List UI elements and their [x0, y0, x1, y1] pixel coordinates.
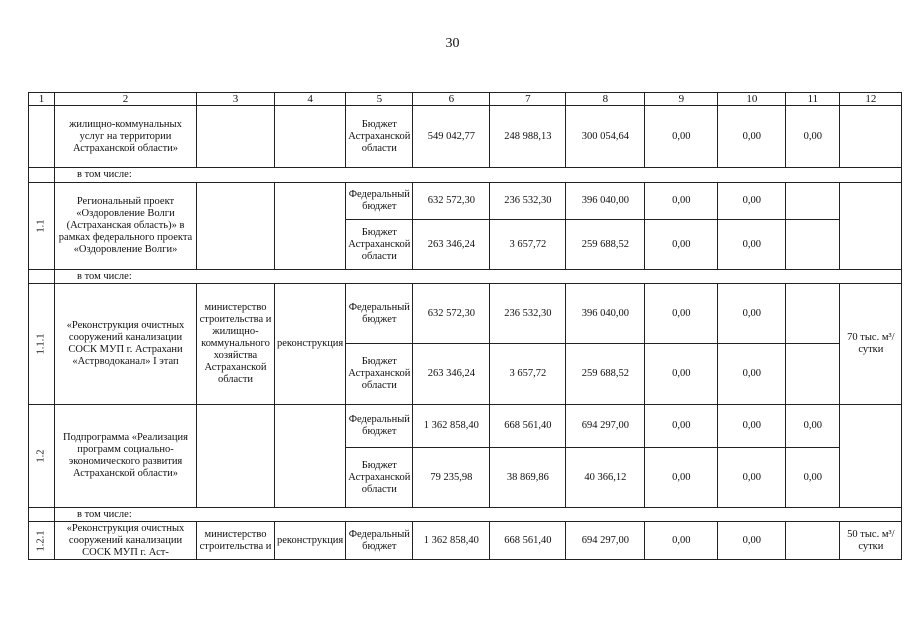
cell-value: 40 366,12	[566, 448, 645, 508]
cell-value: 3 657,72	[490, 220, 566, 270]
table-row	[29, 522, 902, 560]
cell-value: 0,00	[718, 220, 786, 270]
col-header: 7	[490, 93, 566, 106]
cell-value: 0,00	[718, 284, 786, 344]
col-header: 5	[346, 93, 413, 106]
item-name: «Реконструкция очистных сооружений канализации СОСК МУП г. Астрахани «Астрводоканал» I этап	[55, 284, 197, 405]
cell-value: 0,00	[718, 183, 786, 220]
executor: министерство строительства и жилищно-коммунального хозяйства Астраханской области	[197, 284, 275, 405]
col-header: 10	[718, 93, 786, 106]
cell-value: 236 532,30	[490, 183, 566, 220]
row-code: 1.2.1	[29, 522, 55, 560]
table-row	[29, 284, 902, 344]
col-header: 11	[786, 93, 840, 106]
cell-value: 79 235,98	[413, 448, 490, 508]
cell-value: 668 561,40	[490, 522, 566, 560]
table-row	[29, 405, 902, 448]
funding-source: Федеральный бюджет	[346, 405, 413, 448]
cell-value: 3 657,72	[490, 344, 566, 405]
capacity: 70 тыс. м³/сутки	[840, 284, 902, 405]
table-row	[29, 183, 902, 220]
cell-value: 0,00	[718, 405, 786, 448]
col-header: 9	[645, 93, 718, 106]
budget-table	[28, 92, 902, 560]
work-type: реконструкция	[275, 522, 346, 560]
in-total-label: в том числе:	[55, 270, 902, 284]
col-header: 2	[55, 93, 197, 106]
cell-value: 0,00	[645, 448, 718, 508]
cell-value: 632 572,30	[413, 284, 490, 344]
cell-value: 0,00	[718, 448, 786, 508]
cell-value: 0,00	[645, 522, 718, 560]
subheading-row	[29, 168, 902, 183]
item-name: жилищно-коммунальных услуг на территории Астраханской области»	[55, 106, 197, 168]
cell-value: 248 988,13	[490, 106, 566, 168]
col-header: 3	[197, 93, 275, 106]
cell-value: 259 688,52	[566, 220, 645, 270]
cell-value: 549 042,77	[413, 106, 490, 168]
cell-value: 668 561,40	[490, 405, 566, 448]
cell-value: 0,00	[718, 522, 786, 560]
col-header: 8	[566, 93, 645, 106]
col-header: 6	[413, 93, 490, 106]
cell-value: 0,00	[645, 183, 718, 220]
item-name: Региональный проект «Оздоровление Волги (Астраханская область)» в рамках федерального проекта «Оздоровление Волги»	[55, 183, 197, 270]
capacity: 50 тыс. м³/сутки	[840, 522, 902, 560]
cell-value: 1 362 858,40	[413, 405, 490, 448]
item-name: «Реконструкция очистных сооружений канализации СОСК МУП г. Аст-	[55, 522, 197, 560]
cell-value: 38 869,86	[490, 448, 566, 508]
funding-source: Федеральный бюджет	[346, 522, 413, 560]
cell-value: 396 040,00	[566, 284, 645, 344]
cell-value: 0,00	[786, 448, 840, 508]
header-row	[29, 93, 902, 106]
funding-source: Федеральный бюджет	[346, 183, 413, 220]
executor: министерство строительства и	[197, 522, 275, 560]
cell-value: 694 297,00	[566, 405, 645, 448]
cell-value: 236 532,30	[490, 284, 566, 344]
page-number: 30	[445, 36, 460, 51]
cell-value: 1 362 858,40	[413, 522, 490, 560]
cell-value: 0,00	[645, 405, 718, 448]
cell-value: 396 040,00	[566, 183, 645, 220]
row-code: 1.2	[29, 405, 55, 508]
work-type: реконструкция	[275, 284, 346, 405]
cell-value: 263 346,24	[413, 344, 490, 405]
table-row	[29, 106, 902, 168]
col-header: 4	[275, 93, 346, 106]
funding-source: Бюджет Астраханской области	[346, 106, 413, 168]
row-code: 1.1	[29, 183, 55, 270]
row-code: 1.1.1	[29, 284, 55, 405]
item-name: Подпрограмма «Реализация программ социально-экономического развития Астраханской области»	[55, 405, 197, 508]
cell-value: 300 054,64	[566, 106, 645, 168]
cell-value: 0,00	[645, 344, 718, 405]
cell-value: 0,00	[786, 106, 840, 168]
funding-source: Бюджет Астраханской области	[346, 448, 413, 508]
funding-source: Федеральный бюджет	[346, 284, 413, 344]
cell-value: 632 572,30	[413, 183, 490, 220]
in-total-label: в том числе:	[55, 508, 902, 522]
col-header: 12	[840, 93, 902, 106]
subheading-row	[29, 270, 902, 284]
cell-value: 0,00	[645, 284, 718, 344]
cell-value: 0,00	[645, 220, 718, 270]
cell-value: 0,00	[786, 405, 840, 448]
cell-value: 0,00	[718, 106, 786, 168]
cell-value: 0,00	[718, 344, 786, 405]
cell-value: 694 297,00	[566, 522, 645, 560]
cell-value: 263 346,24	[413, 220, 490, 270]
funding-source: Бюджет Астраханской области	[346, 220, 413, 270]
in-total-label: в том числе:	[55, 168, 902, 183]
cell-value: 0,00	[645, 106, 718, 168]
col-header: 1	[29, 93, 55, 106]
subheading-row	[29, 508, 902, 522]
funding-source: Бюджет Астраханской области	[346, 344, 413, 405]
cell-value: 259 688,52	[566, 344, 645, 405]
